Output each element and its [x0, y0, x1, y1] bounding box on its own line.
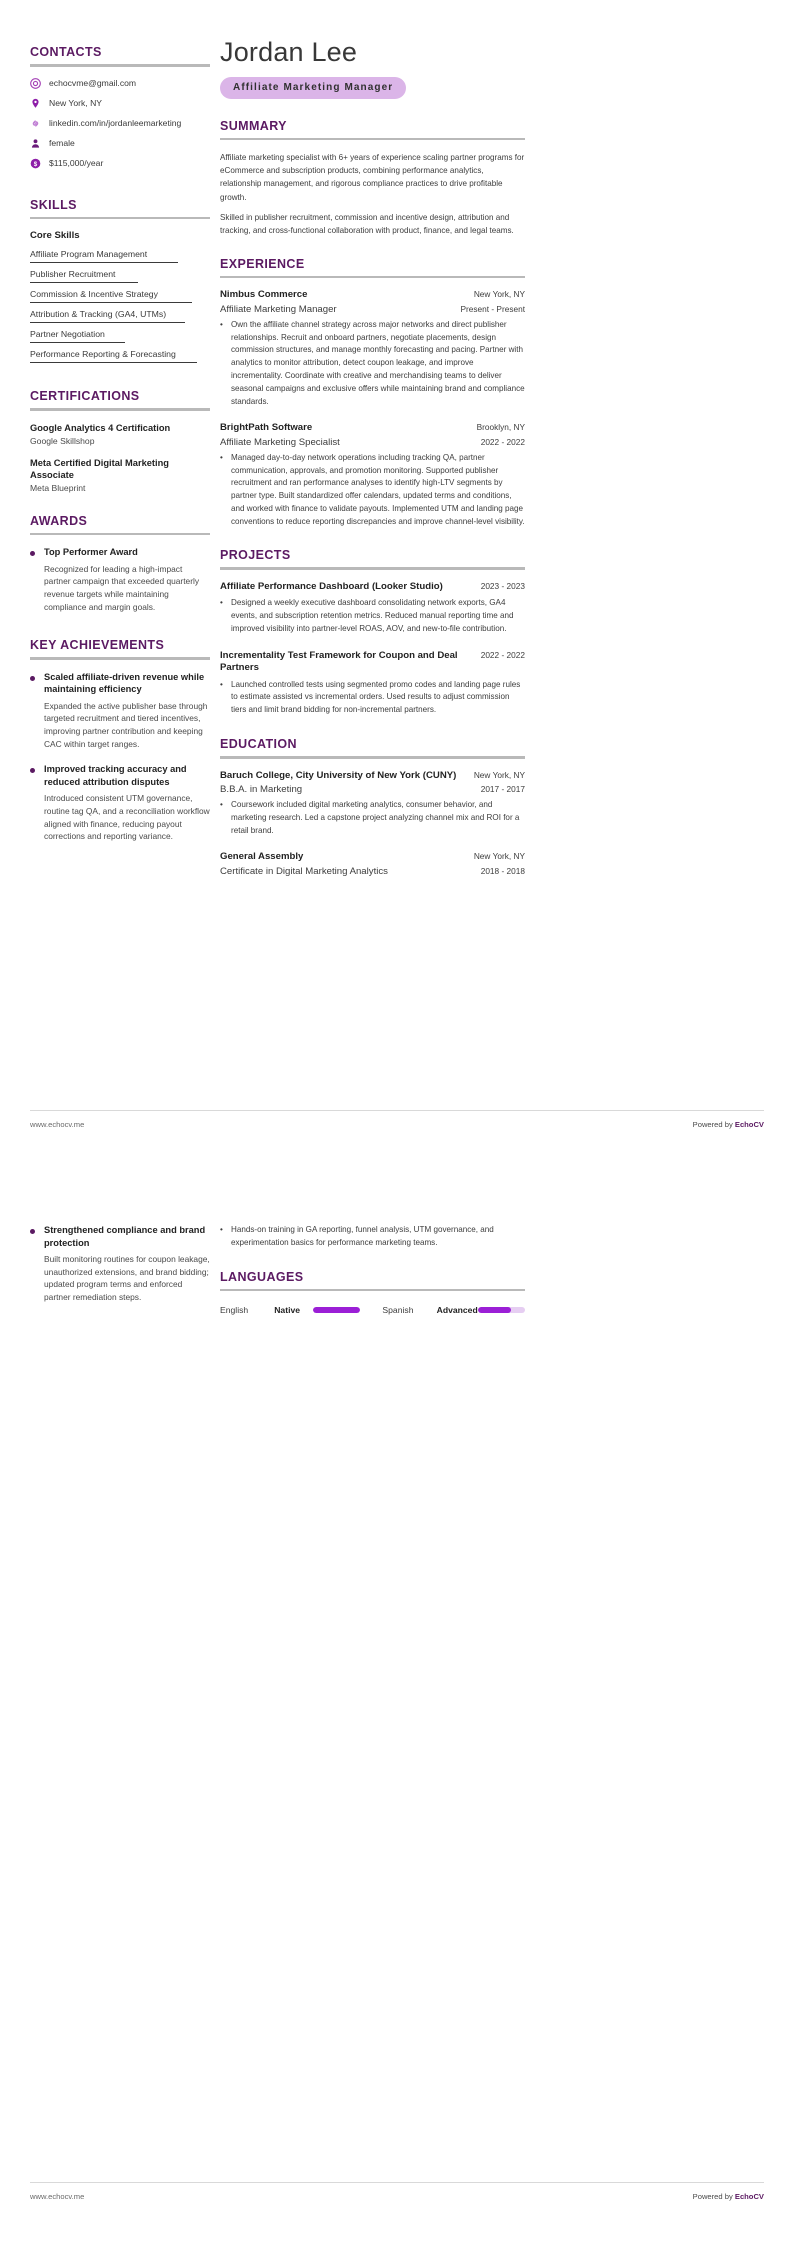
- education-heading: EDUCATION: [220, 737, 297, 752]
- skill-label: Affiliate Program Management: [30, 249, 148, 259]
- main-content-continued: [220, 1224, 525, 1315]
- experience-dates: 2022 - 2022: [480, 436, 525, 447]
- footer-divider: [30, 1110, 764, 1111]
- languages-section: [220, 1270, 525, 1316]
- summary-paragraph: Affiliate marketing specialist with 6+ years of experience scaling partner programs for eCommerce and subscription products, combining performance analytics, relationship management, and rigorous compliance practices to drive profitable growth.: [220, 153, 525, 202]
- contact-value: female: [49, 138, 75, 148]
- project-title: Affiliate Performance Dashboard (Looker Studio): [220, 580, 443, 592]
- bullet-dot-icon: [30, 1229, 35, 1234]
- skill-item: [30, 289, 210, 303]
- experience-bullet: [220, 452, 525, 529]
- language-proficiency-fill: [478, 1307, 511, 1313]
- bullet-dot-icon: [30, 551, 35, 556]
- awards-section: [30, 514, 210, 613]
- awards-heading: AWARDS: [30, 513, 88, 528]
- bullet-dot-icon: •: [220, 800, 223, 809]
- summary-heading: SUMMARY: [220, 118, 287, 133]
- skill-label: Publisher Recruitment: [30, 269, 116, 279]
- spacer: [30, 504, 210, 514]
- section-divider: [30, 217, 210, 220]
- achievement-description: Expanded the active publisher base through targeted recruitment and tiered incentives, improving partner contribution and keeping CAC within target ranges.: [44, 700, 208, 749]
- salary-icon: [30, 158, 41, 169]
- skill-item: [30, 329, 210, 343]
- location-pin-icon: [30, 98, 41, 109]
- bullet-dot-icon: [30, 768, 35, 773]
- person-icon: [30, 138, 41, 149]
- certification-org: Google Skillshop: [30, 435, 95, 446]
- bullet-dot-icon: [30, 676, 35, 681]
- skill-item: [30, 269, 210, 283]
- skill-label: Performance Reporting & Forecasting: [30, 349, 176, 359]
- key-achievements-heading: KEY ACHIEVEMENTS: [30, 638, 165, 653]
- experience-location: Brooklyn, NY: [476, 422, 525, 433]
- project-dates: 2023 - 2023: [480, 580, 525, 591]
- experience-item: [220, 422, 525, 528]
- award-item: [30, 546, 210, 613]
- bullet-dot-icon: •: [220, 679, 223, 689]
- section-divider: [220, 276, 525, 279]
- spacer: [30, 178, 210, 198]
- footer-powered-label: Powered by: [692, 2192, 735, 2201]
- projects-heading: PROJECTS: [220, 548, 291, 563]
- skill-item: [30, 249, 210, 263]
- bullet-dot-icon: •: [220, 319, 223, 329]
- experience-role: Affiliate Marketing Specialist: [220, 436, 340, 448]
- section-divider: [30, 657, 210, 660]
- education-bullet: [220, 799, 525, 837]
- education-school: General Assembly: [220, 851, 304, 863]
- projects-section: [220, 548, 525, 717]
- footer: [30, 2192, 764, 2201]
- education-degree: B.B.A. in Marketing: [220, 784, 303, 795]
- contacts-heading: CONTACTS: [30, 45, 102, 59]
- bullet-text: Coursework included digital marketing analytics, consumer behavior, and marketing research. Led a capstone project analyzing channel mix and ROI for a retail brand.: [231, 800, 520, 835]
- project-bullet: [220, 679, 525, 717]
- experience-dates: Present - Present: [460, 303, 525, 314]
- education-item: [220, 770, 525, 838]
- summary-paragraph: Skilled in publisher recruitment, commission and incentive design, attribution and tracking, and cross-functional collaboration with product, finance, and legal teams.: [220, 212, 514, 235]
- section-divider: [30, 408, 210, 411]
- skill-level-bar: [30, 282, 138, 283]
- education-section: [220, 737, 525, 877]
- achievement-item: [30, 763, 210, 843]
- skill-item: [30, 309, 210, 323]
- achievement-title: Strengthened compliance and brand protection: [44, 1225, 206, 1248]
- language-proficiency-bar: [313, 1307, 360, 1313]
- education-location: New York, NY: [473, 769, 525, 780]
- footer-brand-name: EchoCV: [734, 1120, 764, 1129]
- bullet-text: Managed day-to-day network operations including tracking QA, partner communication, approvals, and promotion monitoring. Supported publisher recruitment and ran performance analyses to identify high-LTV segments by partner type. Built standardized offer calendars, updated terms and conditions, and worked with finance to validate payouts. Implemented UTM and landing page conventions to reduce reporting discrepancies and improve channel-level visibility.: [231, 452, 525, 526]
- section-divider: [220, 1289, 525, 1292]
- contact-item-linkedin[interactable]: [30, 118, 210, 129]
- section-divider: [220, 138, 525, 141]
- language-proficiency-bar: [478, 1307, 525, 1313]
- award-title: Top Performer Award: [44, 547, 138, 558]
- achievement-title: Scaled affiliate-driven revenue while maintaining efficiency: [44, 671, 205, 695]
- achievement-title: Improved tracking accuracy and reduced attribution disputes: [44, 764, 187, 787]
- project-item: [220, 581, 525, 636]
- certifications-heading: CERTIFICATIONS: [30, 389, 140, 403]
- section-divider: [30, 533, 210, 536]
- contact-value: $115,000/year: [49, 158, 104, 168]
- language-name: English: [220, 1305, 249, 1316]
- education-degree: Certificate in Digital Marketing Analytics: [220, 865, 388, 877]
- footer-brand: [693, 2192, 764, 2201]
- experience-item: [220, 289, 525, 408]
- skill-level-bar: [30, 302, 192, 303]
- bullet-dot-icon: •: [220, 1225, 223, 1234]
- education-bullet: [220, 1224, 525, 1250]
- experience-heading: EXPERIENCE: [220, 256, 305, 271]
- languages-heading: LANGUAGES: [220, 1269, 304, 1284]
- project-dates: 2022 - 2022: [480, 649, 525, 660]
- language-level: Native: [274, 1305, 301, 1316]
- svg-text:$: $: [33, 160, 38, 168]
- skill-label: Attribution & Tracking (GA4, UTMs): [30, 309, 167, 319]
- email-icon: [30, 78, 41, 89]
- contacts-list: [30, 78, 210, 169]
- key-achievements-section: [30, 638, 210, 843]
- skill-level-bar: [30, 262, 178, 263]
- contact-item-gender: [30, 138, 210, 149]
- footer-powered-label: Powered by: [692, 1120, 735, 1129]
- contact-item-email[interactable]: [30, 78, 210, 89]
- contact-value: echocvme@gmail.com: [49, 78, 137, 88]
- education-dates: 2018 - 2018: [480, 865, 525, 876]
- skill-label: Partner Negotiation: [30, 329, 105, 339]
- skills-section: [30, 198, 210, 364]
- experience-role: Affiliate Marketing Manager: [220, 303, 337, 315]
- bullet-dot-icon: •: [220, 598, 223, 608]
- job-title-badge: Affiliate Marketing Manager: [220, 77, 406, 99]
- education-dates: 2017 - 2017: [480, 784, 525, 794]
- certification-org: Meta Blueprint: [30, 482, 86, 493]
- main-content: [220, 38, 525, 891]
- footer-site-url[interactable]: www.echocv.me: [30, 2192, 85, 2201]
- contact-item-location: [30, 98, 210, 109]
- skill-level-bar: [30, 342, 125, 343]
- experience-location: New York, NY: [473, 289, 525, 300]
- skill-level-bar: [30, 362, 197, 363]
- achievement-description: Introduced consistent UTM governance, routine tag QA, and a reconciliation workflow aligned with finance, reducing payout corrections and reporting variance.: [44, 793, 210, 842]
- bullet-dot-icon: •: [220, 452, 223, 462]
- project-item: [220, 650, 525, 717]
- skill-level-bar: [30, 322, 185, 323]
- skill-label: Commission & Incentive Strategy: [30, 289, 158, 299]
- footer-site-url[interactable]: www.echocv.me: [30, 1120, 85, 1129]
- experience-section: [220, 257, 525, 529]
- experience-bullet: [220, 319, 525, 408]
- page-title: Jordan Lee: [220, 37, 358, 67]
- sidebar: [30, 45, 210, 856]
- skill-item: [30, 349, 210, 363]
- spacer: [30, 626, 210, 638]
- page-sheet-2: [0, 1182, 794, 2246]
- project-bullet: [220, 597, 525, 635]
- summary-section: [220, 119, 525, 237]
- section-divider: [220, 567, 525, 570]
- achievement-item: [30, 1224, 210, 1304]
- language-name: Spanish: [382, 1305, 414, 1316]
- contact-value: New York, NY: [49, 98, 103, 108]
- bullet-text: Hands-on training in GA reporting, funnel analysis, UTM governance, and experimentation basics for performance marketing teams.: [231, 1225, 494, 1247]
- section-divider: [30, 64, 210, 67]
- certification-item: [30, 422, 210, 446]
- certification-name: Google Analytics 4 Certification: [30, 422, 171, 433]
- education-location: New York, NY: [473, 851, 525, 862]
- skills-subheading: Core Skills: [30, 230, 80, 241]
- section-divider: [220, 756, 525, 759]
- education-item: [220, 851, 525, 876]
- experience-company: Nimbus Commerce: [220, 289, 308, 301]
- certifications-section: [30, 389, 210, 493]
- link-icon: [30, 118, 41, 129]
- contact-value: linkedin.com/in/jordanleemarketing: [49, 118, 182, 128]
- footer-divider: [30, 2182, 764, 2183]
- contacts-section: [30, 45, 210, 169]
- language-proficiency-fill: [313, 1307, 360, 1313]
- spacer: [30, 369, 210, 389]
- education-school: Baruch College, City University of New York (CUNY): [220, 769, 457, 781]
- footer: [30, 1120, 764, 1129]
- language-level: Advanced: [436, 1305, 478, 1316]
- sidebar-continued: [30, 1224, 210, 1317]
- certification-item: [30, 457, 210, 493]
- award-description: Recognized for leading a high-impact partner campaign that exceeded quarterly revenue targets while maintaining compliance and margin goals.: [44, 563, 200, 612]
- contact-item-salary: [30, 158, 210, 169]
- bullet-text: Launched controlled tests using segmented promo codes and landing page rules to estimate assisted vs incremental orders. Used results to adjust commission tiers and limit brand bidding for non-incremental partners.: [231, 679, 521, 715]
- footer-brand: [693, 1120, 764, 1129]
- certification-name: Meta Certified Digital Marketing Associate: [30, 457, 169, 480]
- achievement-item: [30, 671, 210, 751]
- skills-heading: SKILLS: [30, 197, 77, 212]
- achievement-description: Built monitoring routines for coupon leakage, unauthorized extensions, and brand bidding; updated program terms and enforced partner remediation steps.: [44, 1254, 210, 1302]
- footer-brand-name: EchoCV: [734, 2192, 764, 2201]
- bullet-text: Designed a weekly executive dashboard consolidating network exports, GA4 events, and subscription retention metrics. Reduced manual reporting time and improved visibility into partner-level ROAS, AOV, and new-to-file contribution.: [231, 598, 514, 633]
- languages-list: [220, 1305, 525, 1315]
- project-title: Incrementality Test Framework for Coupon and Deal Partners: [220, 649, 458, 674]
- bullet-text: Own the affiliate channel strategy across major networks and direct publisher relationships. Recruit and onboard partners, negotiate placements, design commission structures, and manage monthly forecasting and pacing. Partner with analytics to monitor attribution, detect coupon leakage, and improve incrementality. Coordinate with creative and merchandising teams to deliver seasonal campaigns and exclusive offers while maintaining brand and compliance standards.: [231, 319, 525, 406]
- experience-company: BrightPath Software: [220, 422, 313, 434]
